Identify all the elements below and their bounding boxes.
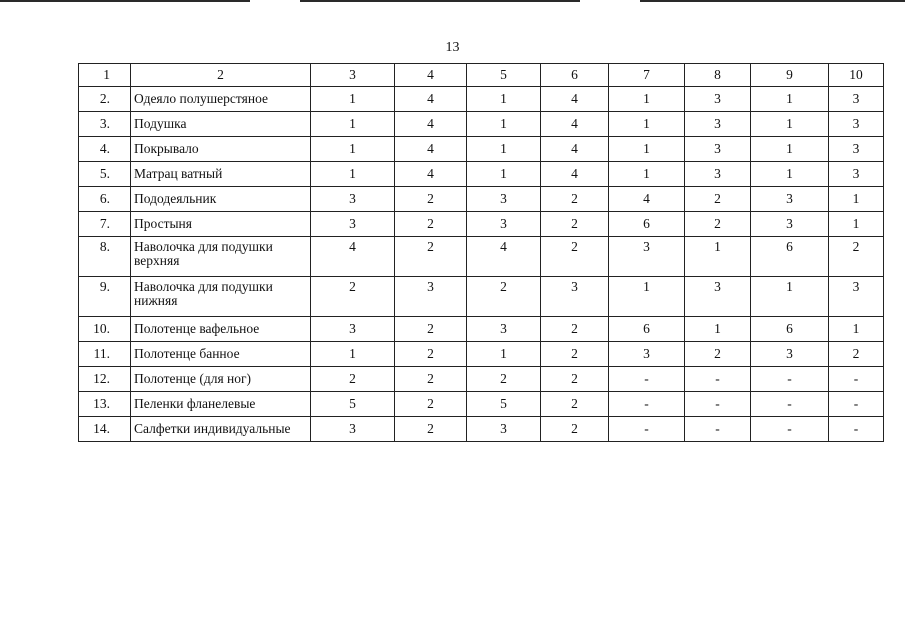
quantity-cell: -: [609, 392, 685, 417]
quantity-cell: 5: [467, 392, 541, 417]
quantity-cell: 2: [467, 367, 541, 392]
quantity-cell: 3: [311, 212, 395, 237]
quantity-cell: 2: [395, 392, 467, 417]
row-number-cell: 4.: [79, 137, 131, 162]
header-cell: 10: [829, 64, 884, 87]
quantity-cell: -: [609, 417, 685, 442]
quantity-cell: 2: [685, 342, 751, 367]
quantity-cell: 2: [685, 212, 751, 237]
quantity-cell: 2: [395, 212, 467, 237]
quantity-cell: 2: [395, 367, 467, 392]
row-number-cell: 3.: [79, 112, 131, 137]
row-number-cell: 14.: [79, 417, 131, 442]
quantity-cell: 4: [311, 237, 395, 277]
scan-edge-line: [640, 0, 905, 2]
row-number-cell: 2.: [79, 87, 131, 112]
header-cell: 3: [311, 64, 395, 87]
quantity-cell: 2: [541, 237, 609, 277]
quantity-cell: 1: [609, 137, 685, 162]
quantity-cell: 2: [395, 417, 467, 442]
quantity-cell: 2: [541, 367, 609, 392]
header-cell: 1: [79, 64, 131, 87]
quantity-cell: -: [685, 417, 751, 442]
quantity-cell: 3: [829, 277, 884, 317]
quantity-cell: 1: [467, 87, 541, 112]
table-row: [79, 87, 884, 112]
item-name-cell: Покрывало: [131, 137, 311, 162]
row-number-cell: 8.: [79, 237, 131, 277]
header-cell: 6: [541, 64, 609, 87]
quantity-cell: 1: [751, 137, 829, 162]
item-name-cell: Пододеяльник: [131, 187, 311, 212]
quantity-cell: 2: [395, 237, 467, 277]
quantity-cell: -: [751, 392, 829, 417]
quantity-cell: -: [685, 392, 751, 417]
quantity-cell: 3: [829, 112, 884, 137]
quantity-cell: 1: [311, 342, 395, 367]
linen-table: [78, 63, 884, 442]
quantity-cell: 1: [311, 87, 395, 112]
row-number-cell: 7.: [79, 212, 131, 237]
quantity-cell: 3: [685, 162, 751, 187]
quantity-cell: 3: [311, 317, 395, 342]
quantity-cell: 2: [541, 187, 609, 212]
quantity-cell: -: [685, 367, 751, 392]
quantity-cell: 1: [609, 112, 685, 137]
item-name-cell: Полотенце (для ног): [131, 367, 311, 392]
quantity-cell: 3: [395, 277, 467, 317]
quantity-cell: 3: [751, 187, 829, 212]
quantity-cell: 3: [685, 277, 751, 317]
row-number-cell: 9.: [79, 277, 131, 317]
quantity-cell: 5: [311, 392, 395, 417]
row-number-cell: 10.: [79, 317, 131, 342]
quantity-cell: 1: [751, 277, 829, 317]
quantity-cell: 2: [395, 187, 467, 212]
quantity-cell: 2: [311, 277, 395, 317]
table-row: [79, 417, 884, 442]
quantity-cell: 1: [311, 162, 395, 187]
quantity-cell: 6: [609, 317, 685, 342]
quantity-cell: 1: [829, 212, 884, 237]
quantity-cell: 3: [751, 342, 829, 367]
quantity-cell: -: [751, 417, 829, 442]
item-name-cell: Полотенце банное: [131, 342, 311, 367]
quantity-cell: 1: [829, 187, 884, 212]
table-body: [79, 64, 884, 442]
row-number-cell: 5.: [79, 162, 131, 187]
quantity-cell: 3: [467, 187, 541, 212]
table-row: [79, 277, 884, 317]
quantity-cell: 3: [467, 417, 541, 442]
item-name-cell: Подушка: [131, 112, 311, 137]
quantity-cell: 2: [395, 342, 467, 367]
quantity-cell: 1: [751, 162, 829, 187]
quantity-cell: 4: [541, 87, 609, 112]
quantity-cell: 1: [609, 277, 685, 317]
item-name-cell: Салфетки индивидуальные: [131, 417, 311, 442]
quantity-cell: 2: [311, 367, 395, 392]
quantity-cell: -: [829, 417, 884, 442]
quantity-cell: 1: [609, 162, 685, 187]
quantity-cell: 3: [751, 212, 829, 237]
quantity-cell: 1: [685, 237, 751, 277]
header-cell: 4: [395, 64, 467, 87]
page-number: 13: [445, 40, 460, 55]
row-number-cell: 12.: [79, 367, 131, 392]
item-name-cell: Полотенце вафельное: [131, 317, 311, 342]
quantity-cell: 1: [467, 162, 541, 187]
quantity-cell: 3: [829, 162, 884, 187]
quantity-cell: 1: [751, 87, 829, 112]
quantity-cell: 3: [467, 212, 541, 237]
table-row: [79, 367, 884, 392]
quantity-cell: 4: [395, 87, 467, 112]
item-name-cell: Наволочка для подушки нижняя: [131, 277, 311, 317]
quantity-cell: 4: [395, 112, 467, 137]
item-name-cell: Пеленки фланелевые: [131, 392, 311, 417]
quantity-cell: 6: [751, 237, 829, 277]
header-cell: 5: [467, 64, 541, 87]
quantity-cell: 3: [685, 87, 751, 112]
quantity-cell: 1: [609, 87, 685, 112]
quantity-cell: 1: [467, 342, 541, 367]
quantity-cell: 3: [609, 342, 685, 367]
table-row: [79, 212, 884, 237]
quantity-cell: 3: [311, 187, 395, 212]
quantity-cell: 3: [685, 112, 751, 137]
quantity-cell: 4: [541, 137, 609, 162]
row-number-cell: 11.: [79, 342, 131, 367]
quantity-cell: 2: [685, 187, 751, 212]
quantity-cell: 4: [609, 187, 685, 212]
quantity-cell: -: [609, 367, 685, 392]
quantity-cell: 1: [311, 137, 395, 162]
quantity-cell: 2: [541, 417, 609, 442]
row-number-cell: 13.: [79, 392, 131, 417]
table-header-row: [79, 64, 884, 87]
quantity-cell: 6: [751, 317, 829, 342]
header-cell: 7: [609, 64, 685, 87]
quantity-cell: 2: [541, 392, 609, 417]
quantity-cell: 1: [829, 317, 884, 342]
quantity-cell: 2: [541, 342, 609, 367]
quantity-cell: 1: [467, 137, 541, 162]
header-cell: 2: [131, 64, 311, 87]
quantity-cell: 3: [829, 137, 884, 162]
quantity-cell: 2: [829, 237, 884, 277]
quantity-cell: 2: [829, 342, 884, 367]
quantity-cell: 2: [541, 317, 609, 342]
table-row: [79, 392, 884, 417]
quantity-cell: 2: [541, 212, 609, 237]
quantity-cell: 2: [395, 317, 467, 342]
row-number-cell: 6.: [79, 187, 131, 212]
table-row: [79, 187, 884, 212]
quantity-cell: 3: [829, 87, 884, 112]
quantity-cell: 1: [685, 317, 751, 342]
item-name-cell: Матрац ватный: [131, 162, 311, 187]
table-row: [79, 162, 884, 187]
quantity-cell: 2: [467, 277, 541, 317]
quantity-cell: 4: [541, 162, 609, 187]
quantity-cell: 3: [541, 277, 609, 317]
quantity-cell: 3: [609, 237, 685, 277]
quantity-cell: -: [829, 367, 884, 392]
scan-edge-line: [300, 0, 580, 2]
item-name-cell: Наволочка для подушки верхняя: [131, 237, 311, 277]
table-row: [79, 137, 884, 162]
quantity-cell: -: [751, 367, 829, 392]
quantity-cell: 3: [467, 317, 541, 342]
quantity-cell: 1: [751, 112, 829, 137]
item-name-cell: Простыня: [131, 212, 311, 237]
quantity-cell: 1: [467, 112, 541, 137]
quantity-cell: 1: [311, 112, 395, 137]
table-row: [79, 317, 884, 342]
header-cell: 8: [685, 64, 751, 87]
quantity-cell: -: [829, 392, 884, 417]
item-name-cell: Одеяло полушерстяное: [131, 87, 311, 112]
scan-edge-line: [0, 0, 250, 2]
quantity-cell: 3: [685, 137, 751, 162]
quantity-cell: 6: [609, 212, 685, 237]
header-cell: 9: [751, 64, 829, 87]
quantity-cell: 4: [541, 112, 609, 137]
table-row: [79, 342, 884, 367]
quantity-cell: 4: [395, 137, 467, 162]
table-row: [79, 237, 884, 277]
quantity-cell: 3: [311, 417, 395, 442]
table-row: [79, 112, 884, 137]
quantity-cell: 4: [395, 162, 467, 187]
quantity-cell: 4: [467, 237, 541, 277]
